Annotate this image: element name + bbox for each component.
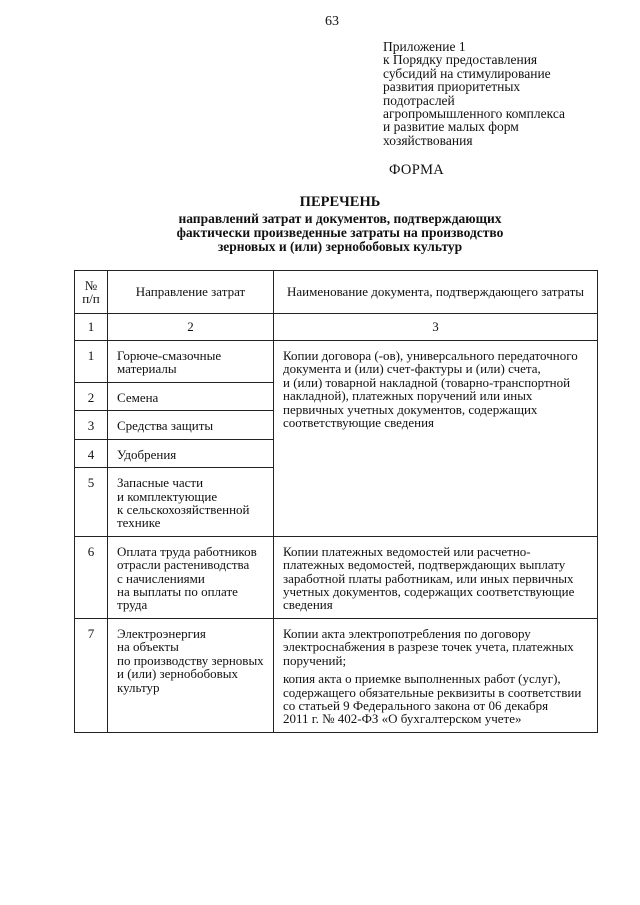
row-number: 2 bbox=[75, 383, 108, 411]
table-row bbox=[75, 536, 598, 618]
document-line: Копии платежных ведомостей или расчетно- bbox=[283, 543, 531, 559]
document-line: накладной), платежных поручений или иных bbox=[283, 388, 533, 404]
direction-line: отрасли растениводства bbox=[117, 557, 250, 573]
appendix-line: развития приоритетных bbox=[383, 79, 521, 95]
document-line: содержащего обязательные реквизиты в соответствии bbox=[283, 684, 582, 700]
document-line: и (или) товарной накладной (товарно-транспортной bbox=[283, 374, 571, 390]
header-document: Наименование документа, подтверждающего затраты bbox=[274, 271, 598, 314]
row-number: 4 bbox=[75, 439, 108, 467]
index-cell: 1 bbox=[75, 314, 108, 341]
direction-line: на выплаты по оплате bbox=[117, 584, 238, 600]
documents-row-7 bbox=[274, 618, 598, 732]
appendix-line: агропромышленного комплекса bbox=[383, 106, 565, 122]
table-row bbox=[75, 618, 598, 732]
documents-rows-1-5 bbox=[274, 341, 598, 537]
direction-line: Электроэнергия bbox=[117, 625, 206, 641]
document-line: документа и (или) счет-фактуры и (или) счета, bbox=[283, 361, 541, 377]
document-paragraph bbox=[283, 672, 591, 726]
row-direction bbox=[108, 341, 274, 383]
page-number: 63 bbox=[325, 14, 339, 29]
row-direction bbox=[108, 439, 274, 467]
direction-line: технике bbox=[117, 515, 161, 531]
table-index-row bbox=[75, 314, 598, 341]
direction-line: Запасные части bbox=[117, 475, 204, 491]
document-line: Копии договора (-ов), универсального передаточного bbox=[283, 348, 578, 363]
appendix-line: к Порядку предоставления bbox=[383, 52, 538, 68]
documents-row-6 bbox=[274, 536, 598, 618]
row-direction bbox=[108, 618, 274, 732]
appendix-line: хозяйствования bbox=[383, 132, 473, 148]
subtitle-line: фактически произведенные затраты на производство bbox=[176, 225, 504, 240]
row-direction bbox=[108, 468, 274, 537]
appendix-note bbox=[383, 40, 623, 147]
document-line: первичных учетных документов, содержащих bbox=[283, 401, 538, 417]
document-line: заработной платы работникам, или иных первичных bbox=[283, 570, 574, 586]
header-num: № п/п bbox=[75, 271, 108, 314]
cost-directions-table bbox=[74, 270, 598, 733]
direction-line: Оплата труда работников bbox=[117, 543, 257, 559]
direction-line: Семена bbox=[117, 390, 159, 405]
table-header-row bbox=[75, 271, 598, 314]
header-direction: Направление затрат bbox=[108, 271, 274, 314]
row-number: 6 bbox=[75, 536, 108, 618]
row-number: 1 bbox=[75, 341, 108, 383]
document-line: платежных ведомостей, подтверждающих выплату bbox=[283, 557, 566, 573]
document-line: поручений; bbox=[283, 652, 347, 668]
appendix-line: субсидий на стимулирование bbox=[383, 65, 551, 81]
direction-line: труда bbox=[117, 597, 148, 613]
direction-line: на объекты bbox=[117, 639, 179, 655]
row-number: 3 bbox=[75, 411, 108, 439]
appendix-line: Приложение 1 bbox=[383, 39, 466, 54]
row-number: 5 bbox=[75, 468, 108, 537]
form-label: ФОРМА bbox=[389, 162, 445, 178]
document-line: соответствующие сведения bbox=[283, 415, 435, 431]
row-direction bbox=[108, 536, 274, 618]
document-line: сведения bbox=[283, 597, 333, 613]
document-paragraph bbox=[283, 627, 591, 667]
index-cell: 2 bbox=[108, 314, 274, 341]
subtitle-line: зерновых и (или) зернобобовых культур bbox=[217, 239, 463, 254]
row-direction bbox=[108, 383, 274, 411]
direction-line: Средства защиты bbox=[117, 418, 214, 434]
index-cell: 3 bbox=[274, 314, 598, 341]
document-line: со статьей 9 Федерального закона от 06 декабря bbox=[283, 697, 549, 713]
row-number: 7 bbox=[75, 618, 108, 732]
document-line: учетных документов, содержащих соответствующие bbox=[283, 584, 575, 600]
direction-line: материалы bbox=[117, 361, 177, 377]
direction-line: Удобрения bbox=[117, 446, 177, 462]
subtitle-line: направлений затрат и документов, подтверждающих bbox=[178, 211, 502, 226]
appendix-line: и развитие малых форм bbox=[383, 119, 519, 135]
direction-line: культур bbox=[117, 679, 160, 695]
document-title: ПЕРЕЧЕНЬ bbox=[299, 194, 381, 210]
direction-line: и комплектующие bbox=[117, 488, 218, 504]
document-line: копия акта о приемке выполненных работ (услуг), bbox=[283, 671, 561, 687]
document-line: 2011 г. № 402-ФЗ «О бухгалтерском учете» bbox=[283, 711, 522, 727]
appendix-line: подотраслей bbox=[383, 92, 455, 108]
table-row bbox=[75, 341, 598, 383]
direction-line: по производству зерновых bbox=[117, 652, 264, 668]
row-direction bbox=[108, 411, 274, 439]
direction-line: Горюче-смазочные bbox=[117, 348, 222, 363]
document-line: электроснабжения в разрезе точек учета, платежных bbox=[283, 639, 574, 655]
direction-line: и (или) зернобобовых bbox=[117, 666, 238, 682]
document-line: Копии акта электропотребления по договору bbox=[283, 625, 531, 641]
direction-line: с начислениями bbox=[117, 570, 205, 586]
direction-line: к сельскохозяйственной bbox=[117, 502, 250, 518]
document-subtitle bbox=[0, 212, 640, 254]
